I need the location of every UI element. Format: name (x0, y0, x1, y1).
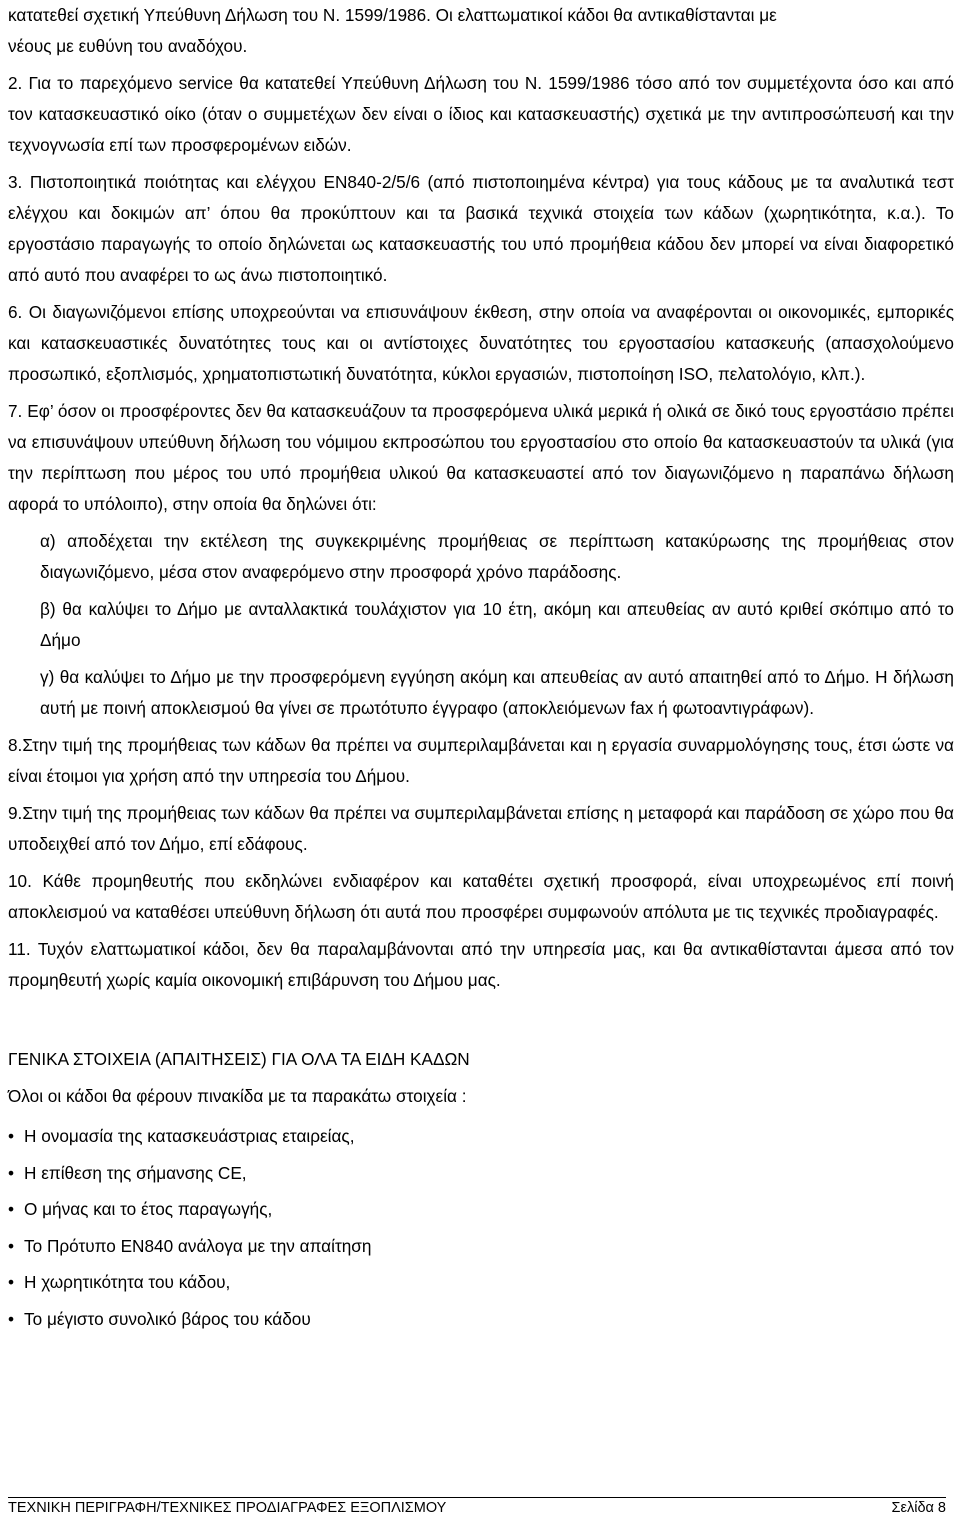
bullet-icon: • (8, 1199, 15, 1219)
list-item-text: Η χωρητικότητα του κάδου, (24, 1272, 231, 1292)
list-item (8, 1264, 954, 1301)
paragraph-item-6: 6. Οι διαγωνιζόμενοι επίσης υποχρεούνται να επισυνάψουν έκθεση, στην οποία να αναφέρονται οι οικονομικές, εμπορικές και κατασκευαστικές δυνατότητες τους και οι αντίστοιχες δυνατότητες του εργοστασίου κατασκευής (απασχολούμενο προσωπικό, εξοπλισμός, χρηματοπιστωτική δυνατότητα, κύκλοι εργασιών, πιστοποίηση ISO, πελατολόγιο, κλπ.). (8, 302, 954, 384)
section-heading: ΓΕΝΙΚΑ ΣΤΟΙΧΕΙΑ (ΑΠΑΙΤΗΣΕΙΣ) ΓΙΑ ΟΛΑ ΤΑ ΕΙΔΗ ΚΑΔΩΝ (8, 1049, 470, 1069)
paragraph-item-10: 10. Κάθε προμηθευτής που εκδηλώνει ενδιαφέρον και καταθέτει σχετική προσφορά, είναι υποχρεωμένος επί ποινή αποκλεισμού να καταθέσει υπεύθυνη δήλωση ότι αυτά που προσφέρει συμφωνούν απόλυτα με τις τεχνικές προδιαγραφές. (8, 871, 954, 922)
paragraph-item-7: 7. Εφ’ όσον οι προσφέροντες δεν θα κατασκευάζουν τα προσφερόμενα υλικά μερικά ή ολικά σε δικό τους εργοστάσιο πρέπει να επισυνάψουν υπεύθυνη δήλωση του νόμιμου εκπροσώπου του εργοστασίου στο οποίο θα κατασκευαστούν τα υλικά (για την περίπτωση που μέρος του υπό προμήθεια υλικού θα κατασκευαστεί από τον διαγωνιζόμενο η παραπάνω δήλωση αφορά το υπόλοιπο), στην οποία θα δηλώνει ότι: (8, 401, 954, 514)
list-item (8, 1228, 954, 1265)
bullet-icon: • (8, 1235, 15, 1256)
paragraph-item-8: 8.Στην τιμή της προμήθειας των κάδων θα πρέπει να συμπεριλαμβάνεται και η εργασία συναρμολόγησης τους, έτσι ώστε να είναι έτοιμοι για χρήση από την υπηρεσία του Δήμου. (8, 735, 954, 786)
bullet-icon: • (8, 1162, 15, 1183)
list-item (8, 1191, 954, 1228)
intro-line-1: κατατεθεί σχετική Υπεύθυνη Δήλωση του Ν. 1599/1986. Οι ελαττωματικοί κάδοι θα αντικαθίστανται με (8, 5, 777, 25)
list-item-text: Η ονομασία της κατασκευάστριας εταιρείας, (24, 1126, 355, 1146)
list-item (8, 1301, 954, 1338)
list-item-text: Ο μήνας και το έτος παραγωγής, (24, 1199, 273, 1219)
list-item-text: Το μέγιστο συνολικό βάρος του κάδου (24, 1308, 311, 1329)
bullet-icon: • (8, 1308, 15, 1329)
list-item (8, 1118, 954, 1155)
paragraph-item-11: 11. Τυχόν ελαττωματικοί κάδοι, δεν θα παραλαμβάνονται από την υπηρεσία μας, και θα αντικαθίστανται άμεσα από τον προμηθευτή χωρίς καμία οικονομική επιβάρυνση του Δήμου μας. (8, 939, 954, 990)
intro-line-2: νέους με ευθύνη του αναδόχου. (8, 36, 248, 56)
list-item (8, 1155, 954, 1192)
paragraph-item-9: 9.Στην τιμή της προμήθειας των κάδων θα πρέπει να συμπεριλαμβάνεται επίσης η μεταφορά και παράδοση σε χώρο που θα υποδειχθεί από τον Δήμο, επί εδάφους. (8, 803, 954, 854)
section-intro: Όλοι οι κάδοι θα φέρουν πινακίδα με τα παρακάτω στοιχεία : (8, 1086, 467, 1106)
paragraph-item-7c: γ) θα καλύψει το Δήμο με την προσφερόμενη εγγύηση ακόμη και απευθείας αν αυτό απαιτηθεί από το Δήμο. Η δήλωση αυτή με ποινή αποκλεισμού θα γίνει σε πρωτότυπο έγγραφο (αποκλειόμενων fax ή φωτοαντιγράφων). (40, 667, 954, 718)
document-page (8, 0, 954, 1337)
paragraph-item-7a: α) αποδέχεται την εκτέλεση της συγκεκριμένης προμήθειας σε περίπτωση κατακύρωσης της προμήθειας στον διαγωνιζόμενο, μέσα στον αναφερόμενο στην προσφορά χρόνο παράδοσης. (40, 531, 954, 582)
paragraph-item-2: 2. Για το παρεχόμενο service θα κατατεθεί Υπεύθυνη Δήλωση του Ν. 1599/1986 τόσο από τον συμμετέχοντα όσο και από τον κατασκευαστικό οίκο (όταν ο συμμετέχων δεν είναι ο ίδιος και κατασκευαστής) σχετικά με την αντιπροσώπευσή και την τεχνογνωσία επί των προσφερομένων ειδών. (8, 73, 954, 155)
requirements-list (8, 1118, 954, 1337)
list-item-text: Το Πρότυπο ΕΝ840 ανάλογα με την απαίτηση (24, 1235, 372, 1256)
footer-title: ΤΕΧΝΙΚΗ ΠΕΡΙΓΡΑΦΗ/ΤΕΧΝΙΚΕΣ ΠΡΟΔΙΑΓΡΑΦΕΣ ΕΞΟΠΛΙΣΜΟΥ (8, 1500, 447, 1516)
paragraph-item-7b: β) θα καλύψει το Δήμο με ανταλλακτικά τουλάχιστον για 10 έτη, ακόμη και απευθείας αν αυτό κριθεί σκόπιμο από το Δήμο (40, 599, 954, 650)
page-number: Σελίδα 8 (891, 1500, 946, 1516)
paragraph-item-3: 3. Πιστοποιητικά ποιότητας και ελέγχου ΕΝ840-2/5/6 (από πιστοποιημένα κέντρα) για τους κάδους με τα αναλυτικά τεστ ελέγχου και δοκιμών απ’ όπου θα προκύπτουν και τα βασικά τεχνικά στοιχεία των κάδων (χωρητικότητα, κ.α.). Το εργοστάσιο παραγωγής το οποίο δηλώνεται ως κατασκευαστής του υπό προμήθεια κάδου δεν μπορεί να είναι διαφορετικό από αυτό που αναφέρει το ως άνω πιστοποιητικό. (8, 172, 954, 285)
page-footer (8, 1497, 946, 1517)
list-item-text: Η επίθεση της σήμανσης CE, (24, 1162, 247, 1183)
bullet-icon: • (8, 1272, 15, 1292)
bullet-icon: • (8, 1126, 15, 1146)
